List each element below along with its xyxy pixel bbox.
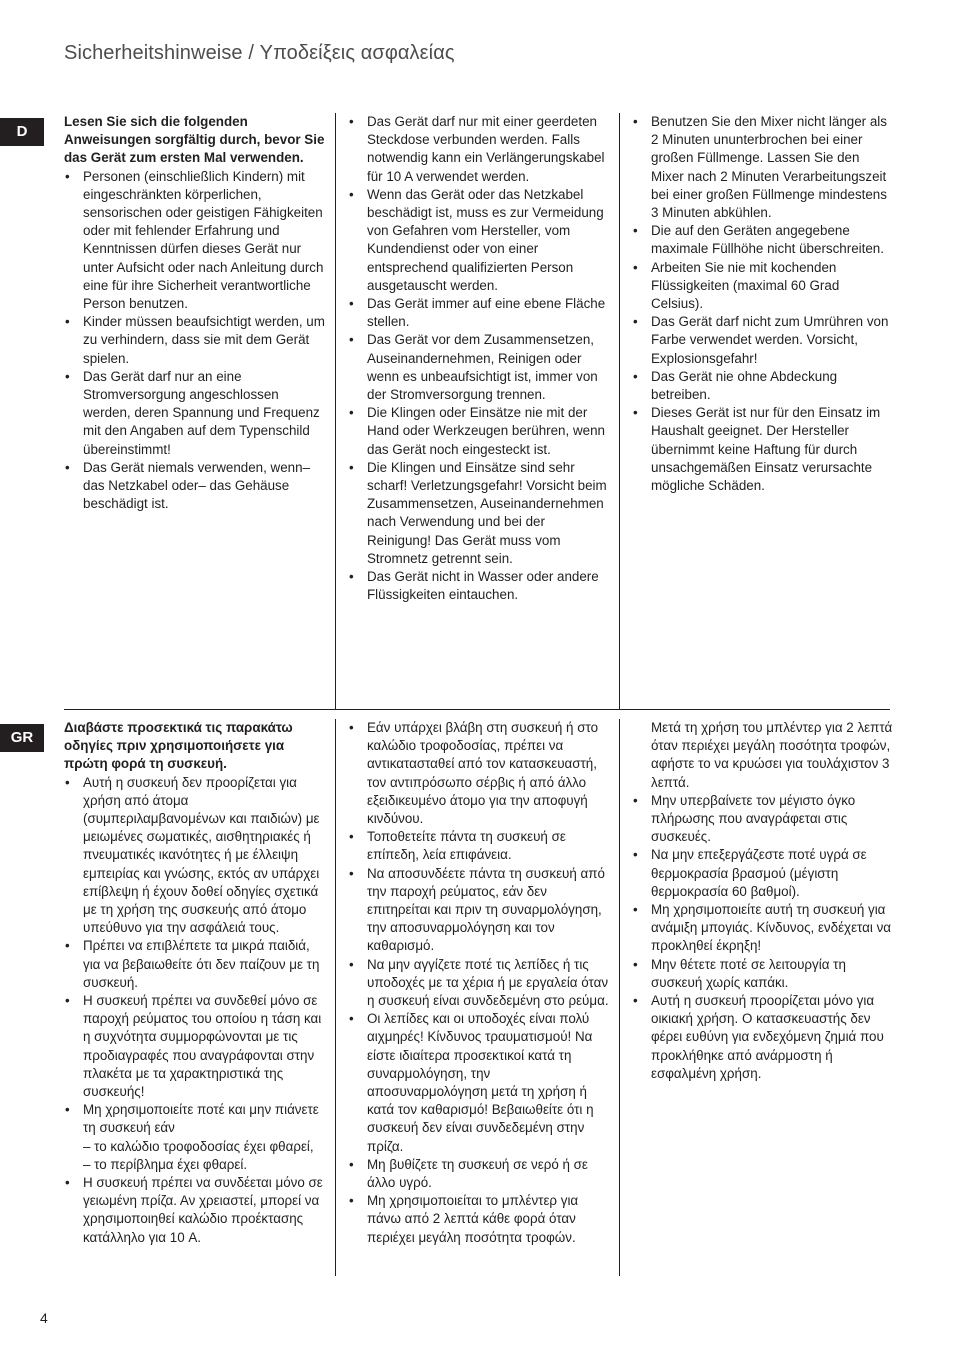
list-item: • Die auf den Geräten angegebene maximale Füllhöhe nicht überschreiten.	[632, 222, 894, 258]
list-item: • Dieses Gerät ist nur für den Einsatz im Haushalt geeignet. Der Hersteller übernimmt keine Haftung für durch unsachgemäßen Einsatz verursachte mögliche Schäden.	[632, 404, 894, 495]
list-item: • Μην θέτετε ποτέ σε λειτουργία τη συσκευή χωρίς καπάκι.	[632, 956, 894, 992]
list-item: • Μη χρησιμοποιείτε αυτή τη συσκευή για ανάμιξη μπογιάς. Κίνδυνος, ενδέχεται να προκληθεί έκρηξη!	[632, 901, 894, 956]
list-item-continuation: Μετά τη χρήση του μπλέντερ για 2 λεπτά όταν περιέχει μεγάλη ποσότητα τροφών, αφήστε το να κρυώσει για τουλάχιστον 3 λεπτά.	[651, 720, 893, 790]
list-item: • Das Gerät nicht in Wasser oder andere Flüssigkeiten eintauchen.	[348, 568, 610, 604]
list-item: • Να μην αγγίζετε ποτέ τις λεπίδες ή τις υποδοχές με τα χέρια ή με εργαλεία όταν η συσκευή είναι συνδεδεμένη στο ρεύμα.	[348, 956, 610, 1011]
list-item: • Μη βυθίζετε τη συσκευή σε νερό ή σε άλλο υγρό.	[348, 1156, 610, 1192]
list-item: • Να αποσυνδέετε πάντα τη συσκευή από την παροχή ρεύματος, εάν δεν επιτηρείται και πριν τη συναρμολόγηση, την αποσυναρμολόγηση και τον καθαρισμό.	[348, 865, 610, 956]
list-item: • Πρέπει να επιβλέπετε τα μικρά παιδιά, για να βεβαιωθείτε ότι δεν παίζουν με τη συσκευή.	[64, 937, 326, 992]
list-item: • Personen (einschließlich Kindern) mit eingeschränkten körperlichen, sensorischen oder geistigen Fähigkeiten oder mit fehlender Erfahrung und Kenntnissen dürfen dieses Gerät nur unter Aufsicht oder nach Anleitung durch eine für ihre Sicherheit verantwortliche Person benutzen.	[64, 168, 326, 314]
column-divider	[335, 113, 336, 709]
list-item: • Οι λεπίδες και οι υποδοχές είναι πολύ αιχμηρές! Κίνδυνος τραυματισμού! Να είστε ιδιαίτερα προσεκτικοί κατά τη συναρμολόγηση, την αποσυναρμολόγηση μετά τη χρήση ή κατά τον καθαρισμό! Βεβαιωθείτε ότι η συσκευή δεν είναι συνδεδεμένη στην πρίζα.	[348, 1010, 610, 1156]
gr-column-3	[632, 719, 894, 1083]
list-item: • Kinder müssen beaufsichtigt werden, um zu verhindern, dass sie mit dem Gerät spielen.	[64, 313, 326, 368]
list-item: • Εάν υπάρχει βλάβη στη συσκευή ή στο καλώδιο τροφοδοσίας, πρέπει να αντικατασταθεί από τον κατασκευαστή, τον αντιπρόσωπο σέρβις ή από άλλο εξειδικευμένο άτομο για την αποφυγή κινδύνου.	[348, 719, 610, 828]
list-item: • Die Klingen und Einsätze sind sehr scharf! Verletzungsgefahr! Vorsicht beim Zusammensetzen, Auseinandernehmen nach Verwendung und bei der Reinigung! Das Gerät muss vom Stromnetz getrennt sein.	[348, 459, 610, 568]
list-item: • Das Gerät darf nur an eine Stromversorgung angeschlossen werden, deren Spannung und Frequenz mit den Angaben auf dem Typenschild übereinstimmt!	[64, 368, 326, 459]
de-column-3	[632, 113, 894, 495]
de-list-2	[348, 113, 610, 604]
list-item: • Τοποθετείτε πάντα τη συσκευή σε επίπεδη, λεία επιφάνεια.	[348, 828, 610, 864]
list-item: • Das Gerät vor dem Zusammensetzen, Auseinandernehmen, Reinigen oder wenn es unbeaufsichtigt ist, immer von der Stromversorgung trennen.	[348, 331, 610, 404]
list-item: • Μη χρησιμοποιείτε ποτέ και μην πιάνετε τη συσκευή εάν	[64, 1101, 326, 1137]
page-number: 4	[40, 1310, 48, 1326]
page-title: Sicherheitshinweise / Υποδείξεις ασφαλείας	[64, 42, 455, 64]
gr-column-1	[64, 719, 326, 1247]
list-item: • Να μην επεξεργάζεστε ποτέ υγρά σε θερμοκρασία βρασμού (μέγιστη θερμοκρασία 60 βαθμοί).	[632, 846, 894, 901]
list-item: • Wenn das Gerät oder das Netzkabel beschädigt ist, muss es zur Vermeidung von Gefahren vom Hersteller, vom Kundendienst oder von einer entsprechend qualifizierten Person ausgetauscht werden.	[348, 186, 610, 295]
list-item: • Η συσκευή πρέπει να συνδεθεί μόνο σε παροχή ρεύματος του οποίου η τάση και η συχνότητα συμμορφώνονται με τις προδιαγραφές που αναγράφονται στην πλακέτα με τα χαρακτηριστικά της συσκευής!	[64, 992, 326, 1101]
de-column-1	[64, 113, 326, 513]
list-item: • Arbeiten Sie nie mit kochenden Flüssigkeiten (maximal 60 Grad Celsius).	[632, 259, 894, 314]
list-item: • Μη χρησιμοποιείται το μπλέντερ για πάνω από 2 λεπτά κάθε φορά όταν περιέχει μεγάλη ποσότητα τροφών.	[348, 1192, 610, 1247]
list-subitem: – το καλώδιο τροφοδοσίας έχει φθαρεί,	[83, 1138, 314, 1154]
list-item: • Η συσκευή πρέπει να συνδέεται μόνο σε γειωμένη πρίζα. Αν χρειαστεί, μπορεί να χρησιμοποιηθεί καλώδιο προέκτασης κατάλληλο για 10 A.	[64, 1174, 326, 1247]
list-item: • Das Gerät immer auf eine ebene Fläche stellen.	[348, 295, 610, 331]
de-intro: Lesen Sie sich die folgenden Anweisungen sorgfältig durch, bevor Sie das Gerät zum ersten Mal verwenden.	[64, 114, 325, 166]
gr-list-1	[64, 774, 326, 1247]
column-divider	[335, 719, 336, 1276]
list-subitem: – το περίβλημα έχει φθαρεί.	[83, 1156, 248, 1172]
gr-intro: Διαβάστε προσεκτικά τις παρακάτω οδηγίες πριν χρησιμοποιήσετε για πρώτη φορά τη συσκευή.	[64, 720, 293, 772]
list-item: • Das Gerät darf nicht zum Umrühren von Farbe verwendet werden. Vorsicht, Explosionsgefahr!	[632, 313, 894, 368]
list-item: • Αυτή η συσκευή δεν προορίζεται για χρήση από άτομα (συμπεριλαμβανομένων και παιδιών) με μειωμένες σωματικές, αισθητηριακές ή πνευματικές ικανότητες ή με έλλειψη εμπειρίας και γνώσης, εκτός αν υπάρχει επίβλεψη ή έχουν δοθεί οδηγίες σχετικά με τη χρήση της συσκευής από άτομο υπεύθυνο για την ασφάλειά τους.	[64, 774, 326, 938]
de-list-1	[64, 168, 326, 514]
gr-list-3	[632, 719, 894, 1083]
list-item: • Benutzen Sie den Mixer nicht länger als 2 Minuten ununterbrochen bei einer großen Füllmenge. Lassen Sie den Mixer nach 2 Minuten Verarbeitungszeit bei einer großen Füllmenge mindestens 3 Minuten abkühlen.	[632, 113, 894, 222]
list-item: • Das Gerät niemals verwenden, wenn– das Netzkabel oder– das Gehäuse beschädigt ist.	[64, 459, 326, 514]
de-list-3	[632, 113, 894, 495]
list-item: • Μην υπερβαίνετε τον μέγιστο όγκο πλήρωσης που αναγράφεται στις συσκευές.	[632, 792, 894, 847]
gr-column-2	[348, 719, 610, 1247]
de-column-2	[348, 113, 610, 604]
column-divider	[619, 719, 620, 1276]
list-item: • Das Gerät darf nur mit einer geerdeten Steckdose verbunden werden. Falls notwendig kann ein Verlängerungskabel für 10 A verwendet werden.	[348, 113, 610, 186]
list-item: • Das Gerät nie ohne Abdeckung betreiben.	[632, 368, 894, 404]
gr-list-2	[348, 719, 610, 1247]
list-item: • Die Klingen oder Einsätze nie mit der Hand oder Werkzeugen berühren, wenn das Gerät noch eingesteckt ist.	[348, 404, 610, 459]
section-divider	[64, 709, 890, 710]
language-tab-gr: GR	[0, 724, 44, 752]
language-tab-de: D	[0, 118, 44, 146]
column-divider	[619, 113, 620, 709]
list-item: • Αυτή η συσκευή προορίζεται μόνο για οικιακή χρήση. Ο κατασκευαστής δεν φέρει ευθύνη για ενδεχόμενη ζημιά που προκλήθηκε από ανάρμοστη ή εσφαλμένη χρήση.	[632, 992, 894, 1083]
